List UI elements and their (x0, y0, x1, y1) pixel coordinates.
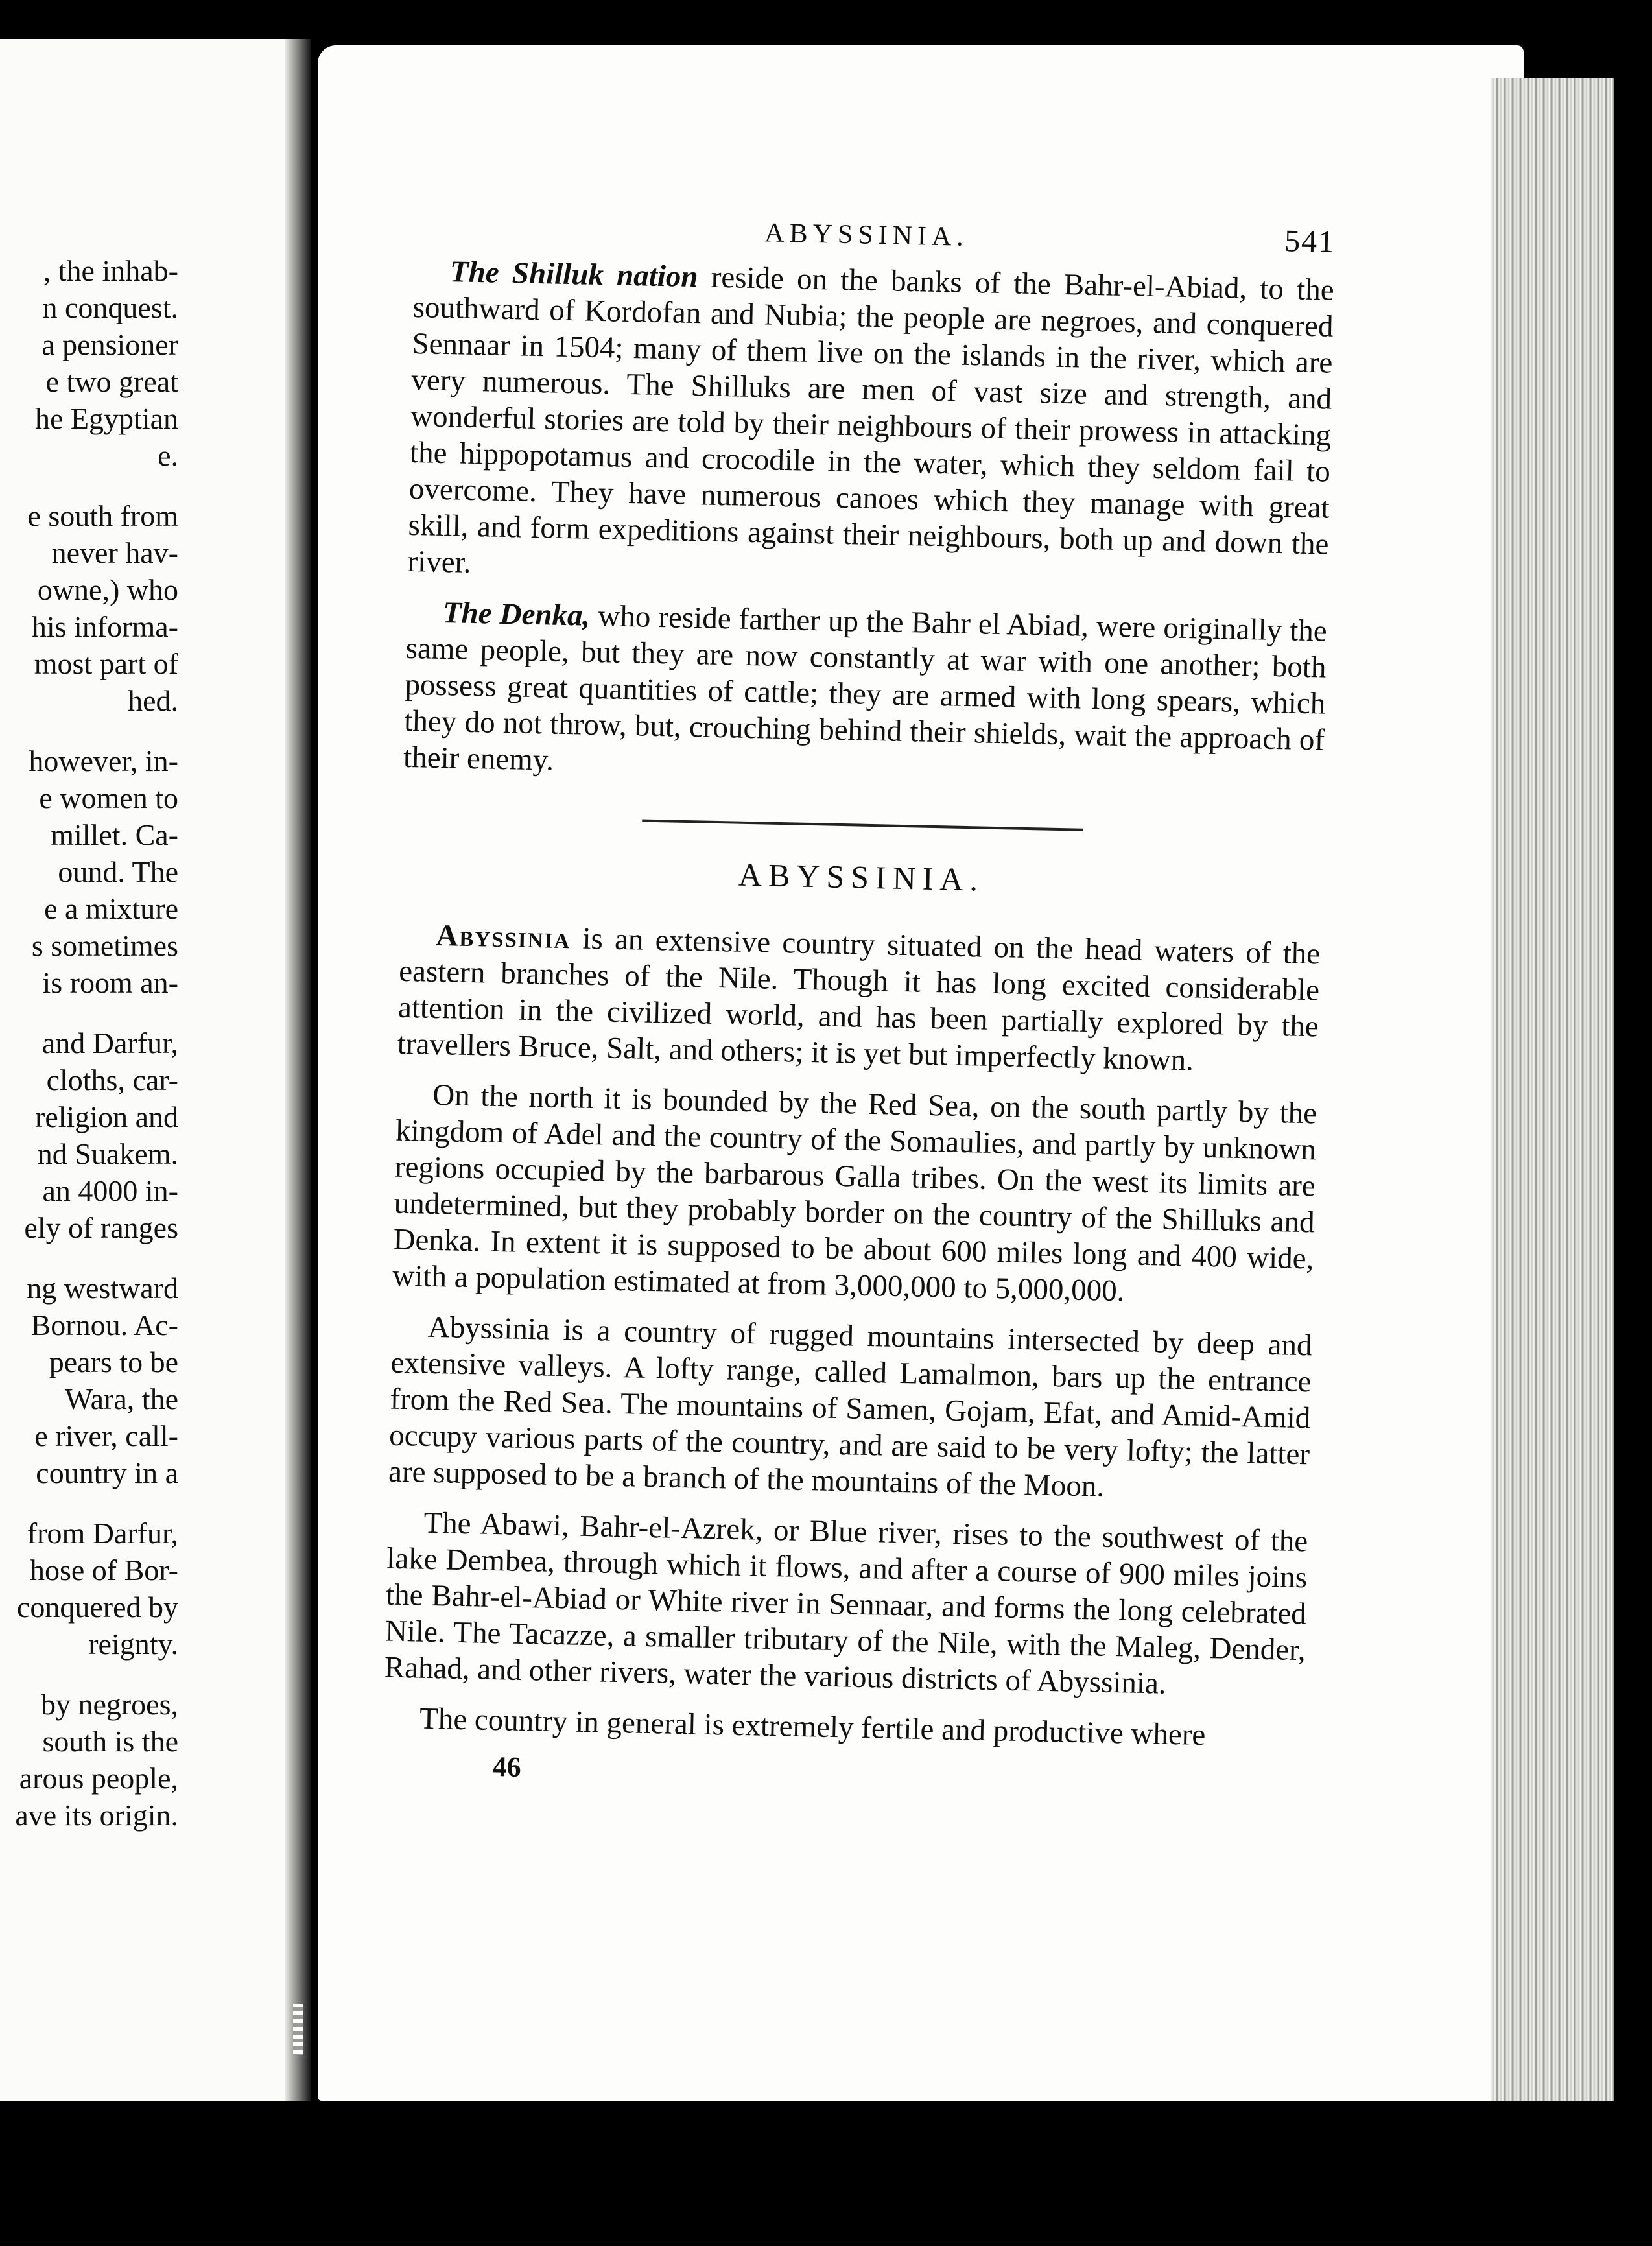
left-page-line: Wara, the (64, 1382, 178, 1415)
left-page-line: from Darfur, (27, 1517, 178, 1550)
left-page-line: religion and (35, 1100, 178, 1133)
paragraph-abyssinia-5: The country in general is extremely fertile and productive where (419, 1701, 1206, 1753)
left-page-line: e women to (39, 781, 178, 814)
left-page-line: , the inhab- (43, 254, 178, 287)
left-page-line: never hav- (51, 536, 178, 569)
left-page-line: e river, call- (34, 1419, 178, 1452)
left-page-line: ng westward (27, 1271, 178, 1305)
left-page-line: owne,) who (37, 573, 178, 606)
abyssinia-p1-text: is an extensive country situated on the head waters of the eastern branches of the Nile. Though it has long excited considerable attention in the civilized world, and has been partially explored by the travellers Bruce, Salt, and others; it is yet but imperfectly known. (397, 921, 1321, 1078)
left-page-line: Bornou. Ac- (30, 1308, 178, 1342)
left-page-line: most part of (34, 647, 178, 680)
left-page-line: pears to be (49, 1345, 178, 1378)
left-page-line: however, in- (29, 744, 178, 777)
left-page-line: cloths, car- (46, 1063, 178, 1096)
left-page-line: ely of ranges (24, 1211, 178, 1244)
left-page-line: country in a (36, 1456, 178, 1489)
left-page-line: e. (158, 439, 178, 472)
left-page-line: ave its origin. (15, 1799, 178, 1832)
page-number: 541 (1284, 224, 1336, 259)
left-page-line: is room an- (42, 966, 178, 999)
left-page-line: a pensioner (41, 328, 178, 361)
left-page-line: ound. The (58, 855, 178, 888)
abyssinia-lead: Abyssinia (435, 918, 571, 956)
page-edges (1491, 78, 1614, 2101)
shilluk-lead: The Shilluk nation (449, 255, 699, 294)
binding-stitches (293, 2004, 303, 2055)
paragraph-shilluk (407, 253, 1334, 599)
paragraph-denka (403, 594, 1328, 795)
running-head-title: ABYSSINIA. (764, 218, 969, 252)
denka-text: who reside farther up the Bahr el Abiad, were originally the same people, but they are now constantly at war with one another; both possess great quantities of cattle; they are armed with long spears, which they do not throw, but, crouching behind their shields, wait the approach of their enemy. (403, 598, 1328, 777)
left-page-line: conquered by (16, 1590, 178, 1624)
left-page-line: e two great (45, 365, 178, 398)
left-page-line: by negroes, (40, 1688, 178, 1721)
left-page-line: he Egyptian (35, 402, 178, 435)
left-page-line: arous people, (19, 1762, 178, 1795)
left-page-line: an 4000 in- (42, 1174, 178, 1207)
paragraph-abyssinia-3: Abyssinia is a country of rugged mountains intersected by deep and extensive valleys. A lofty range, called Lamalmon, bars up the entrance from the Red Sea. The mountains of Samen, Gojam, Efat, and Amid-Amid occupy various parts of the country, and are said to be very lofty; the latter are supposed to be a branch of the mountains of the Moon. (388, 1310, 1313, 1504)
signature-mark: 46 (492, 1751, 522, 1783)
section-divider (642, 820, 1083, 831)
paragraph-abyssinia-4: The Abawi, Bahr-el-Azrek, or Blue river, rises to the southwest of the lake Dembea, through which it flows, and after a course of 900 miles joins the Bahr-el-Abiad or White river in Sennaar, and forms the long celebrated Nile. The Tacazze, a smaller tributary of the Nile, with the Maleg, Dender, Rahad, and other rivers, water the various districts of Abyssinia. (384, 1506, 1308, 1701)
paragraph-abyssinia-2: On the north it is bounded by the Red Sea, on the south partly by the kingdom of Adel and the country of the Somaulies, and partly by unknown regions occupied by the barbarous Galla tribes. On the west its limits are undetermined, but they probably border on the country of the Shilluks and Denka. In extent it is supposed to be about 600 miles long and 400 wide, with a population estimated at from 3,000,000 to 5,000,000. (392, 1078, 1317, 1308)
left-page-line: millet. Ca- (51, 818, 178, 851)
left-page (0, 39, 301, 2101)
shilluk-text: reside on the banks of the Bahr-el-Abiad, to the southward of Kordofan and Nubia; the people are negroes, and conquered Sennaar in 1504; many of them live on the islands in the river, which are very numerous. The Shilluks are men of vast size and strength, and wonderful stories are told by their neighbours of their prowess in attacking the hippopotamus and crocodile in the water, which they seldom fail to overcome. They have numerous canoes which they manage with great skill, and form expeditions against their neighbours, both up and down the river. (407, 260, 1335, 580)
left-page-line: his informa- (31, 610, 178, 643)
left-page-line: hose of Bor- (29, 1554, 178, 1587)
left-page-line: e a mixture (44, 892, 178, 925)
page-text (382, 207, 1336, 1802)
gutter-shadow (285, 39, 311, 2101)
left-page-line: s sometimes (31, 929, 178, 962)
left-page-line: reignty. (88, 1627, 178, 1661)
left-page-line: n conquest. (42, 291, 178, 324)
paragraph-abyssinia-1 (397, 917, 1320, 1082)
left-page-line: hed. (128, 684, 178, 717)
left-page-line: e south from (27, 499, 178, 532)
left-page-line: south is the (42, 1725, 178, 1758)
left-page-line: nd Suakem. (37, 1137, 178, 1170)
section-title: ABYSSINIA. (738, 856, 985, 898)
left-page-line: and Darfur, (41, 1026, 178, 1059)
denka-lead: The Denka, (442, 596, 591, 633)
